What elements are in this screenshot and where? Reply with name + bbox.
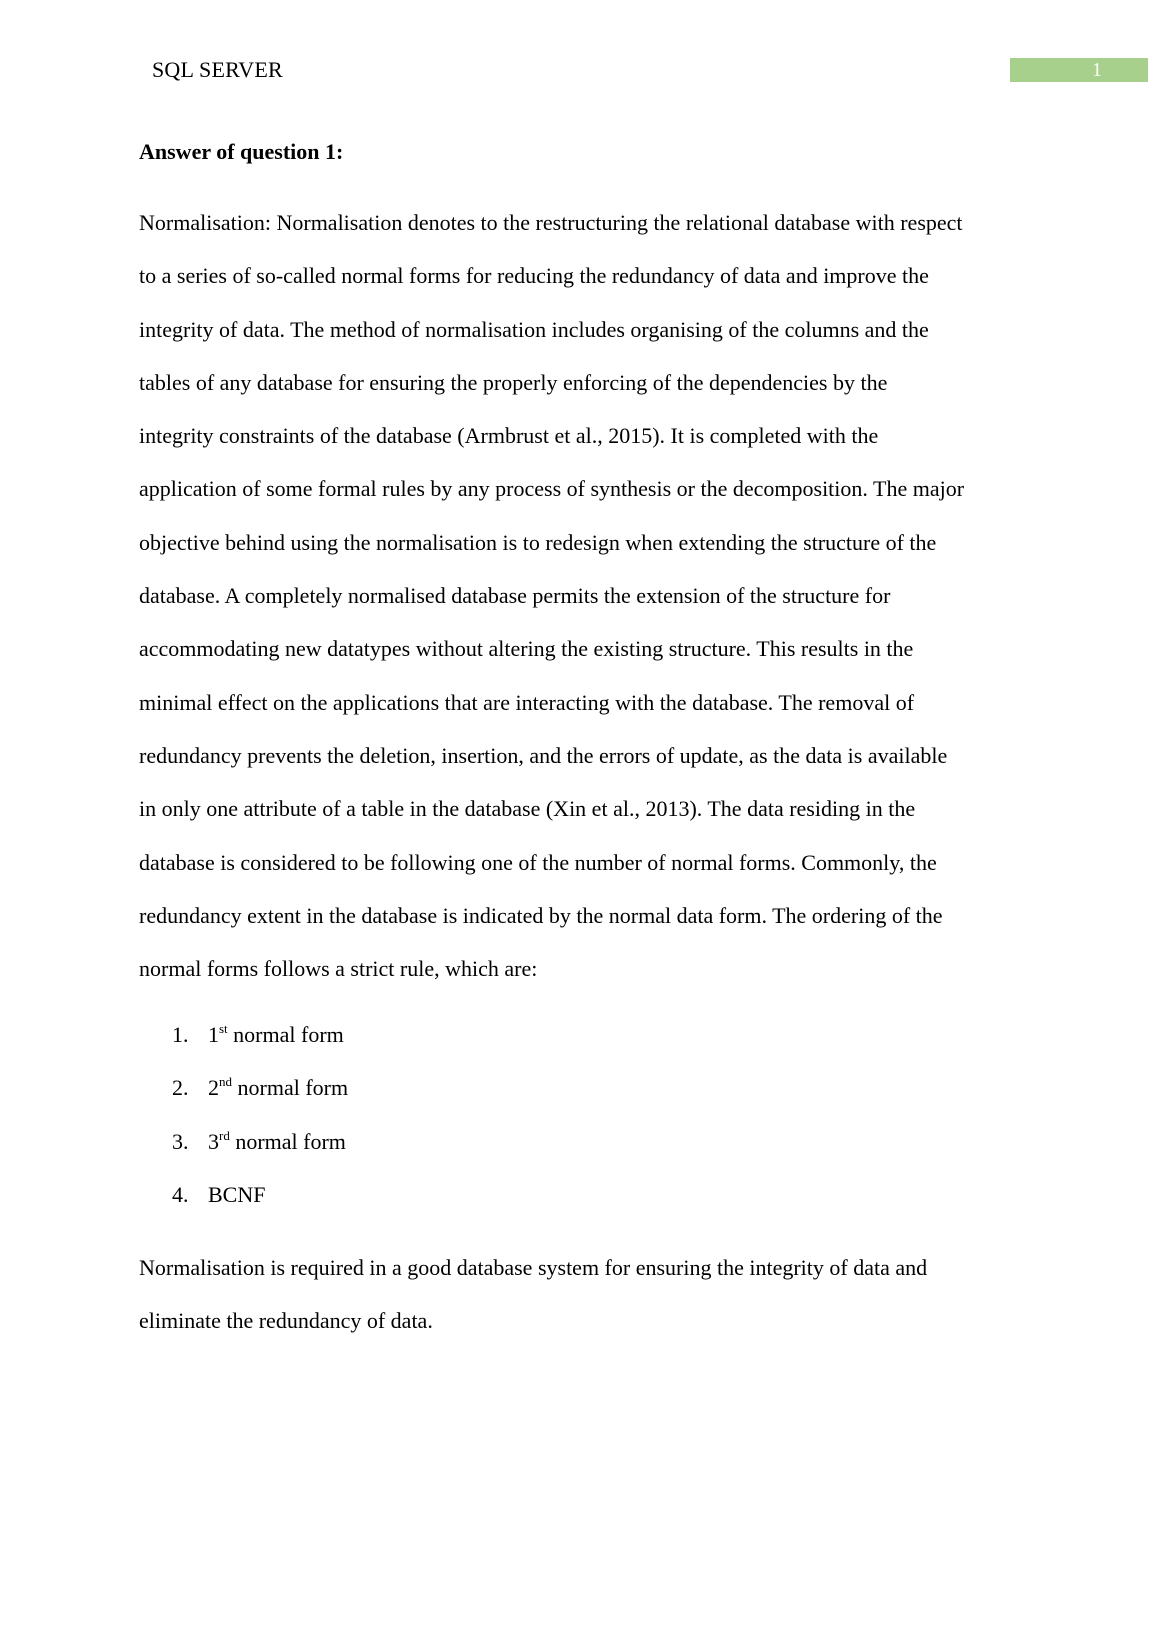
list-number: 3. xyxy=(172,1128,189,1154)
paragraph-line: database is considered to be following one of the number of normal forms. Commonly, the xyxy=(139,849,937,875)
paragraph-line: minimal effect on the applications that are interacting with the database. The removal of xyxy=(139,689,915,715)
normal-forms-list xyxy=(172,1008,348,1221)
list-number: 2. xyxy=(172,1075,189,1101)
paragraph-line: integrity constraints of the database (Armbrust et al., 2015). It is completed with the xyxy=(139,423,879,449)
list-item-superscript: st xyxy=(219,1021,228,1036)
paragraph-line: redundancy prevents the deletion, insertion, and the errors of update, as the data is available xyxy=(139,742,948,768)
list-item xyxy=(172,1061,348,1114)
paragraph-line: redundancy extent in the database is indicated by the normal data form. The ordering of the xyxy=(139,902,943,928)
list-number: 1. xyxy=(172,1022,189,1047)
paragraph-line: Normalisation is required in a good database system for ensuring the integrity of data and xyxy=(139,1255,928,1280)
paragraph-normalisation xyxy=(139,196,1019,995)
paragraph-line: database. A completely normalised database permits the extension of the structure for xyxy=(139,583,891,609)
paragraph-line: application of some formal rules by any process of synthesis or the decomposition. The major xyxy=(139,476,965,502)
paragraph-line: accommodating new datatypes without altering the existing structure. This results in the xyxy=(139,636,914,662)
running-head: SQL SERVER xyxy=(152,57,283,82)
page-number: 1 xyxy=(1092,59,1102,81)
list-item-lead: 3 xyxy=(208,1128,219,1154)
list-number: 4. xyxy=(172,1181,189,1207)
page-number-box xyxy=(1010,58,1148,82)
list-item-superscript: rd xyxy=(219,1127,230,1143)
paragraph-line: objective behind using the normalisation is to redesign when extending the structure of the xyxy=(139,529,937,555)
list-item-text: normal form xyxy=(227,1022,344,1047)
list-item-text: normal form xyxy=(232,1075,349,1101)
paragraph-line: normal forms follows a strict rule, which are: xyxy=(139,956,538,982)
paragraph-line: eliminate the redundancy of data. xyxy=(139,1308,433,1334)
list-item xyxy=(172,1168,348,1221)
list-item-lead: 2 xyxy=(208,1075,219,1101)
paragraph-line: tables of any database for ensuring the properly enforcing of the dependencies by the xyxy=(139,369,888,395)
list-item-lead: 1 xyxy=(208,1022,219,1047)
paragraph-line: in only one attribute of a table in the database (Xin et al., 2013). The data residing in the xyxy=(139,796,916,822)
paragraph-line: integrity of data. The method of normalisation includes organising of the columns and the xyxy=(139,316,929,342)
paragraph-conclusion xyxy=(139,1241,1019,1348)
list-item-lead: BCNF xyxy=(208,1181,266,1207)
question-heading: Answer of question 1: xyxy=(139,139,344,164)
list-item xyxy=(172,1008,348,1061)
paragraph-line: to a series of so-called normal forms for reducing the redundancy of data and improve the xyxy=(139,263,929,289)
paragraph-line: Normalisation: Normalisation denotes to the restructuring the relational database with respect xyxy=(139,210,963,235)
list-item xyxy=(172,1115,348,1168)
list-item-superscript: nd xyxy=(219,1074,232,1090)
list-item-text: normal form xyxy=(229,1128,346,1154)
